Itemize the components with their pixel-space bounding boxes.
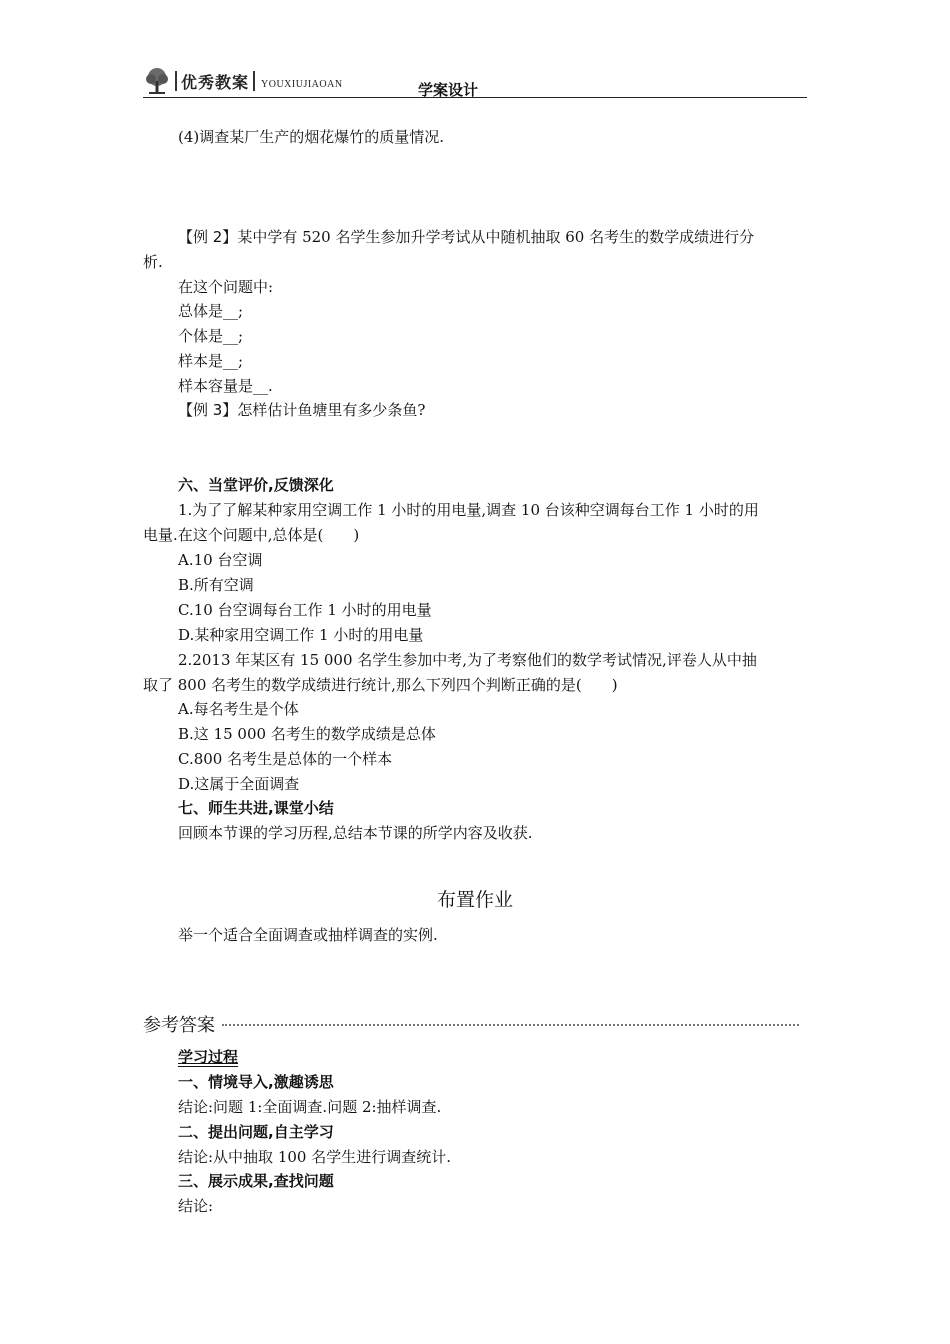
example-tag: 【例 3】: [178, 401, 238, 419]
header-title: 学案设计: [418, 81, 479, 99]
example-tag: 【例 2】: [178, 228, 238, 246]
dotted-leader: [222, 1024, 799, 1026]
text-line: 结论:从中抽取 100 名学生进行调查统计.: [178, 1148, 451, 1166]
section-heading: 二、提出问题,自主学习: [178, 1123, 334, 1141]
header-rule: [143, 97, 807, 98]
logo-text: 优秀教案: [181, 72, 250, 92]
example-text: 某中学有 520 名学生参加升学考试从中随机抽取 60 名考生的数学成绩进行分: [237, 228, 755, 246]
section-heading: 三、展示成果,查找问题: [178, 1172, 334, 1190]
homework-title: 布置作业: [436, 889, 513, 911]
option: A.每名考生是个体: [178, 700, 299, 718]
text-line: (4)调查某厂生产的烟花爆竹的质量情况.: [178, 128, 445, 146]
text-line: 结论:问题 1:全面调查.问题 2:抽样调查.: [178, 1098, 442, 1116]
section-heading: 六、当堂评价,反馈深化: [178, 476, 334, 494]
text-line: 个体是__;: [178, 327, 244, 345]
option: B.所有空调: [178, 576, 254, 594]
option: D.这属于全面调查: [178, 775, 300, 793]
example-3: [178, 400, 425, 420]
text-line: 结论:: [178, 1197, 214, 1215]
text-line: 样本是__;: [178, 352, 244, 370]
option: A.10 台空调: [178, 551, 263, 569]
option: C.10 台空调每台工作 1 小时的用电量: [178, 601, 432, 619]
text-line: 2.2013 年某区有 15 000 名学生参加中考,为了考察他们的数学考试情况,评卷人从中抽: [178, 651, 757, 669]
text-line: 取了 800 名考生的数学成绩进行统计,那么下列四个判断正确的是( ): [143, 676, 618, 694]
text-line: 样本容量是__.: [178, 377, 273, 395]
example-text: 怎样估计鱼塘里有多少条鱼?: [237, 401, 426, 419]
text-line: 电量.在这个问题中,总体是( ): [143, 526, 360, 544]
answers-title: 参考答案: [143, 1011, 217, 1037]
option: B.这 15 000 名考生的数学成绩是总体: [178, 725, 436, 743]
tree-icon: [143, 67, 171, 95]
section-heading: 一、情境导入,激趣诱思: [178, 1073, 334, 1091]
text-line: 在这个问题中:: [178, 278, 274, 296]
section-heading: 七、师生共进,课堂小结: [178, 799, 334, 817]
page-header: [143, 66, 807, 100]
text-line: 总体是__;: [178, 302, 244, 320]
option: C.800 名考生是总体的一个样本: [178, 750, 393, 768]
text-line: 举一个适合全面调查或抽样调查的实例.: [178, 926, 438, 944]
text-line: 回顾本节课的学习历程,总结本节课的所学内容及收获.: [178, 824, 533, 842]
logo-divider: [253, 71, 255, 91]
brand-logo: [143, 66, 343, 96]
text-line: 析.: [143, 253, 163, 271]
logo-subtext: YOUXIUJIAOAN: [261, 78, 343, 90]
logo-divider: [175, 71, 177, 91]
text-line: 1.为了了解某种家用空调工作 1 小时的用电量,调查 10 台该种空调每台工作 1 小时的用: [178, 501, 759, 519]
option: D.某种家用空调工作 1 小时的用电量: [178, 626, 424, 644]
example-2: [178, 227, 754, 247]
subsection-title: 学习过程: [178, 1048, 239, 1066]
